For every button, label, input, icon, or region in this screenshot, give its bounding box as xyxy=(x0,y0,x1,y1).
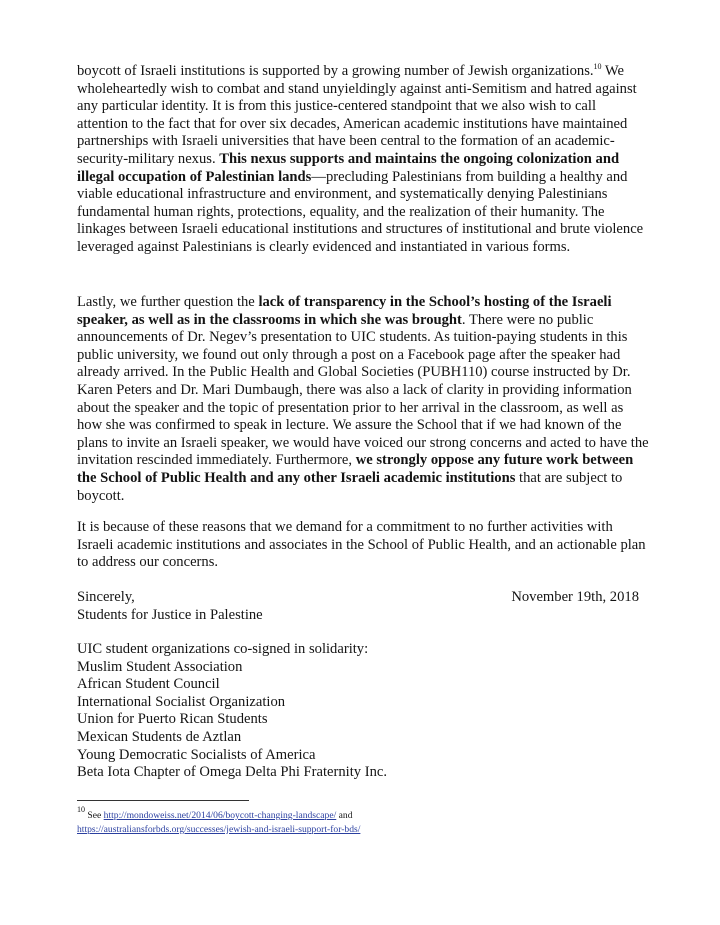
footnote-number: 10 xyxy=(77,805,85,814)
p2-bold-1: lack of transparency in the School’s hosting of the Israeli speaker, as well as in the classrooms in which she was brought xyxy=(77,294,612,328)
closing-text: Sincerely, xyxy=(77,589,135,605)
cosign-org: Muslim Student Association xyxy=(77,658,243,675)
p2-text-c: that are subject to boycott. xyxy=(77,469,623,504)
footnote-see: See xyxy=(85,810,104,821)
paragraph-demand xyxy=(77,519,649,572)
p1-bold: This nexus supports and maintains the ongoing colonization and illegal occupation of Palestinian lands xyxy=(77,150,620,185)
paragraph-jewish-support xyxy=(77,63,649,257)
footnote-divider xyxy=(77,800,249,801)
signer-name: Students for Justice in Palestine xyxy=(77,606,263,623)
footnote xyxy=(77,805,637,837)
cosign-org: Mexican Students de Aztlan xyxy=(77,728,242,745)
cosign-org: Young Democratic Socialists of America xyxy=(77,746,316,763)
cosign-org: African Student Council xyxy=(77,676,220,693)
cosign-org: International Socialist Organization xyxy=(77,693,286,710)
letter-date: November 19th, 2018 xyxy=(511,589,639,605)
p1-text-b: We wholeheartedly wish to combat and stand unyieldingly against anti-Semitism and hatred against any particular identity. It is from this justice-centered standpoint that we also wish to call attention to the fact that for over six decades, American academic institutions have maintained partnerships with Israeli universities that have been central to the formation of an academic-security-military nexus. xyxy=(77,63,637,167)
cosign-heading: UIC student organizations co-signed in solidarity: xyxy=(77,641,369,657)
cosign-list xyxy=(77,641,387,782)
cosign-org: Beta Iota Chapter of Omega Delta Phi Fraternity Inc. xyxy=(77,764,388,781)
p1-text-a: boycott of Israeli institutions is supported by a growing number of Jewish organizations. xyxy=(77,63,594,79)
footnote-and: and xyxy=(336,810,353,821)
signoff-block xyxy=(77,589,639,624)
p2-text-a: Lastly, we further question the xyxy=(77,294,259,310)
cosign-org: Union for Puerto Rican Students xyxy=(77,711,268,728)
footnote-link-australiansforbds[interactable]: https://australiansforbds.org/successes/jewish-and-israeli-support-for-bds/ xyxy=(77,824,361,835)
p1-text-c: —precluding Palestinians from building a healthy and viable educational infrastructure and environment, and systematically denying Palestinians fundamental human rights, protections, equality, and the realization of their humanity. The linkages between Israeli educational institutions and structures of institutional and brute violence leveraged against Palestinians is clearly evidenced and instantiated in various forms. xyxy=(77,168,644,255)
footnote-link-mondoweiss[interactable]: http://mondoweiss.net/2014/06/boycott-changing-landscape/ xyxy=(103,810,337,821)
p2-bold-2: we strongly oppose any future work between the School of Public Health and any other Israeli academic institutions xyxy=(77,452,634,486)
paragraph-transparency xyxy=(77,294,649,505)
p2-text-b: . There were no public announcements of Dr. Negev’s presentation to UIC students. As tuition-paying students in this public university, we found out only through a post on a Facebook page after the speaker had already arrived. In the Public Health and Global Societies (PUBH110) course instructed by Dr. Karen Peters and Dr. Mari Dumbaugh, there was also a lack of clarity in providing information about the speaker and the topic of presentation prior to her arrival in the classroom, as well as how she was confirmed to speak in lecture. We assure the School that if we had known of the plans to invite an Israeli speaker, we would have voiced our strong concerns and acted to have the invitation rescinded immediately. Furthermore, xyxy=(77,311,649,469)
p3-text: It is because of these reasons that we demand for a commitment to no further activities with Israeli academic institutions and associates in the School of Public Health, and an actionable plan to address our concerns. xyxy=(77,519,646,571)
footnote-ref[interactable]: 10 xyxy=(593,62,602,71)
